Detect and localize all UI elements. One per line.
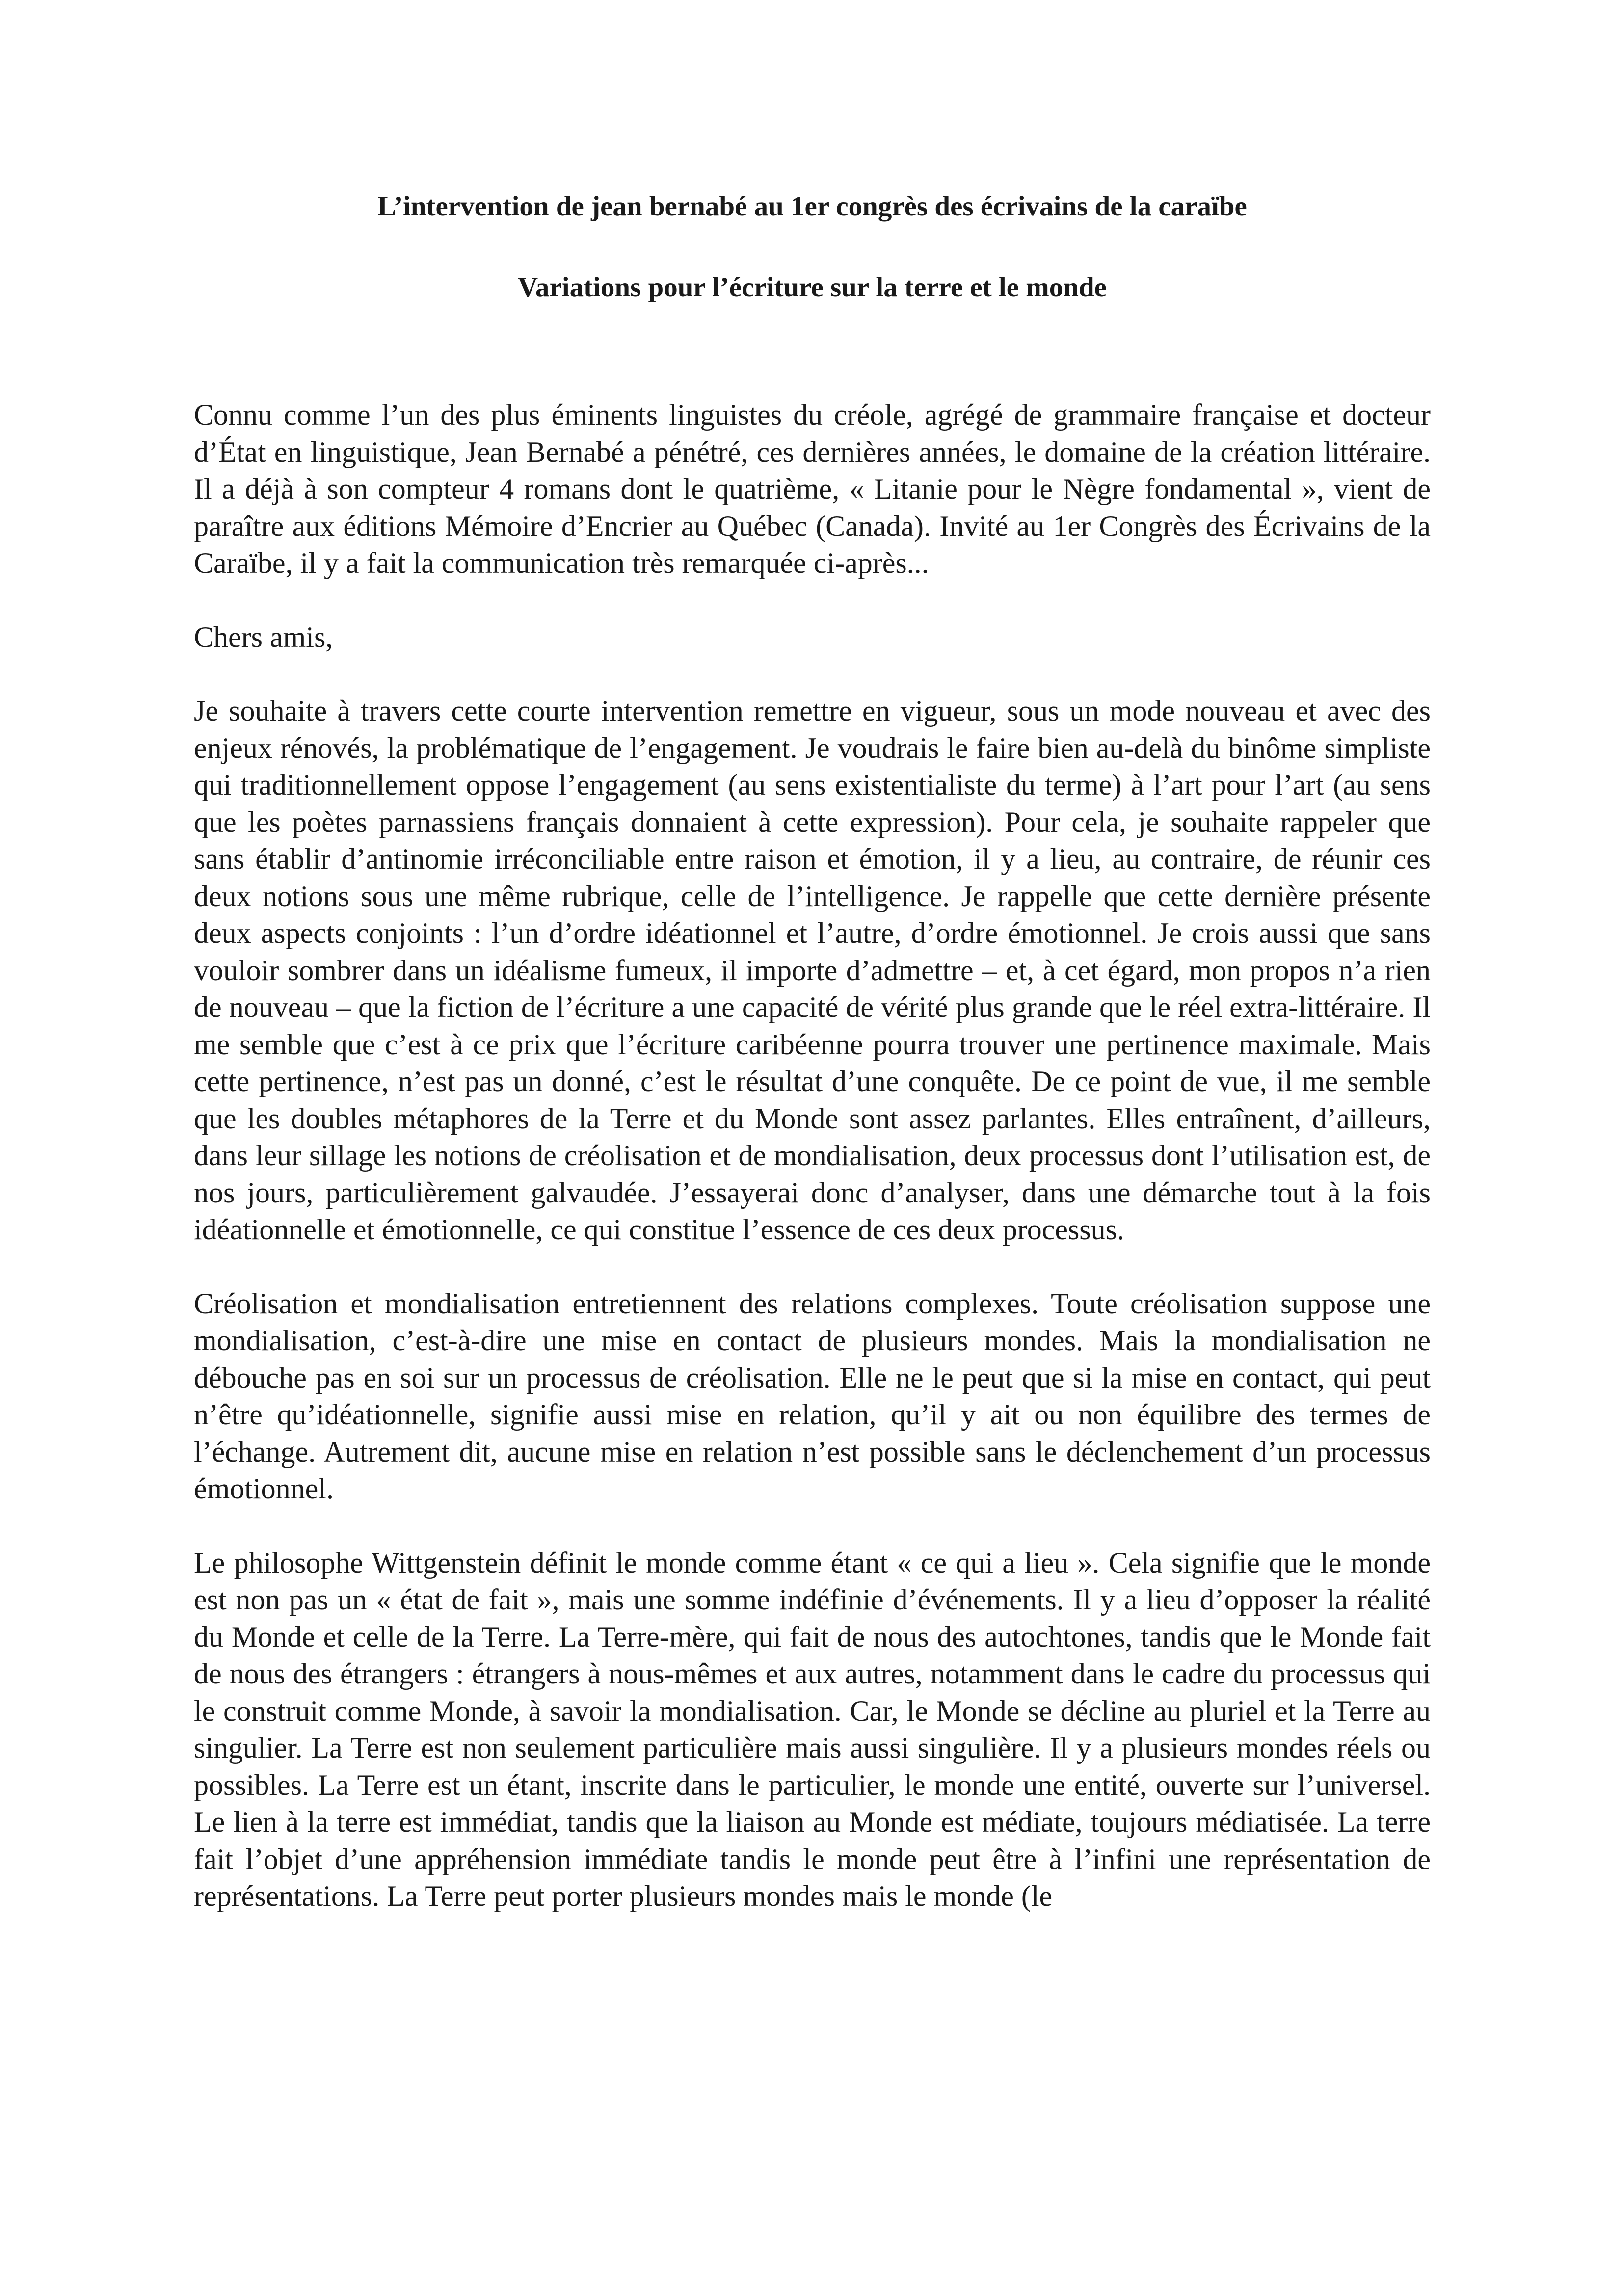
body-paragraph: Créolisation et mondialisation entretiennent des relations complexes. Toute créolisation suppose une mondialisation, c’est-à-dire une mise en contact de plusieurs mondes. Mais la mondialisation ne débouche pas en soi sur un processus de créolisation. Elle ne le peut que si la mise en contact, qui peut n’être qu’idéationnelle, signifie aussi mise en relation, qu’il y ait ou non équilibre des termes de l’échange. Autrement dit, aucune mise en relation n’est possible sans le déclenchement d’un processus émotionnel. — [194, 1287, 1431, 1505]
document-page — [194, 189, 1431, 1915]
body-paragraph: Je souhaite à travers cette courte intervention remettre en vigueur, sous un mode nouveau et avec des enjeux rénovés, la problématique de l’engagement. Je voudrais le faire bien au-delà du binôme simpliste qui traditionnellement oppose l’engagement (au sens existentialiste du terme) à l’art pour l’art (au sens que les poètes parnassiens français donnaient à cette expression). Pour cela, je souhaite rappeler que sans établir d’antinomie irréconciliable entre raison et émotion, il y a lieu, au contraire, de réunir ces deux notions sous une même rubrique, celle de l’intelligence. Je rappelle que cette dernière présente deux aspects conjoints : l’un d’ordre idéationnel et l’autre, d’ordre émotionnel. Je crois aussi que sans vouloir sombrer dans un idéalisme fumeux, il importe d’admettre – et, à cet égard, mon propos n’a rien de nouveau – que la fiction de l’écriture a une capacité de vérité plus grande que le réel extra-littéraire. Il me semble que c’est à ce prix que l’écriture caribéenne pourra trouver une pertinence maximale. Mais cette pertinence, n’est pas un donné, c’est le résultat d’une conquête. De ce point de vue, il me semble que les doubles métaphores de la Terre et du Monde sont assez parlantes. Elles entraînent, d’ailleurs, dans leur sillage les notions de créolisation et de mondialisation, deux processus dont l’utilisation est, de nos jours, particulièrement galvaudée. J’essayerai donc d’analyser, dans une démarche tout à la fois idéationnelle et émotionnelle, ce qui constitue l’essence de ces deux processus. — [194, 694, 1431, 1246]
document-title: L’intervention de jean bernabé au 1er congrès des écrivains de la caraïbe — [377, 191, 1247, 222]
document-subtitle: Variations pour l’écriture sur la terre et le monde — [518, 272, 1107, 303]
greeting: Chers amis, — [194, 620, 333, 653]
body-paragraph: Le philosophe Wittgenstein définit le monde comme étant « ce qui a lieu ». Cela signifie que le monde est non pas un « état de fait », mais une somme indéfinie d’événements. Il y a lieu d’opposer la réalité du Monde et celle de la Terre. La Terre-mère, qui fait de nous des autochtones, tandis que le Monde fait de nous des étrangers : étrangers à nous-mêmes et aux autres, notamment dans le cadre du processus qui le construit comme Monde, à savoir la mondialisation. Car, le Monde se décline au pluriel et la Terre au singulier. La Terre est non seulement particulière mais aussi singulière. Il y a plusieurs mondes réels ou possibles. La Terre est un étant, inscrite dans le particulier, le monde une entité, ouverte sur l’universel. Le lien à la terre est immédiat, tandis que la liaison au Monde est médiate, toujours médiatisée. La terre fait l’objet d’une appréhension immédiate tandis le monde peut être à l’infini une représentation de représentations. La Terre peut porter plusieurs mondes mais le monde (le — [194, 1546, 1431, 1912]
intro-paragraph: Connu comme l’un des plus éminents linguistes du créole, agrégé de grammaire française et docteur d’État en linguistique, Jean Bernabé a pénétré, ces dernières années, le domaine de la création littéraire. Il a déjà à son compteur 4 romans dont le quatrième, « Litanie pour le Nègre fondamental », vient de paraître aux éditions Mémoire d’Encrier au Québec (Canada). Invité au 1er Congrès des Écrivains de la Caraïbe, il y a fait la communication très remarquée ci-après... — [194, 399, 1431, 579]
